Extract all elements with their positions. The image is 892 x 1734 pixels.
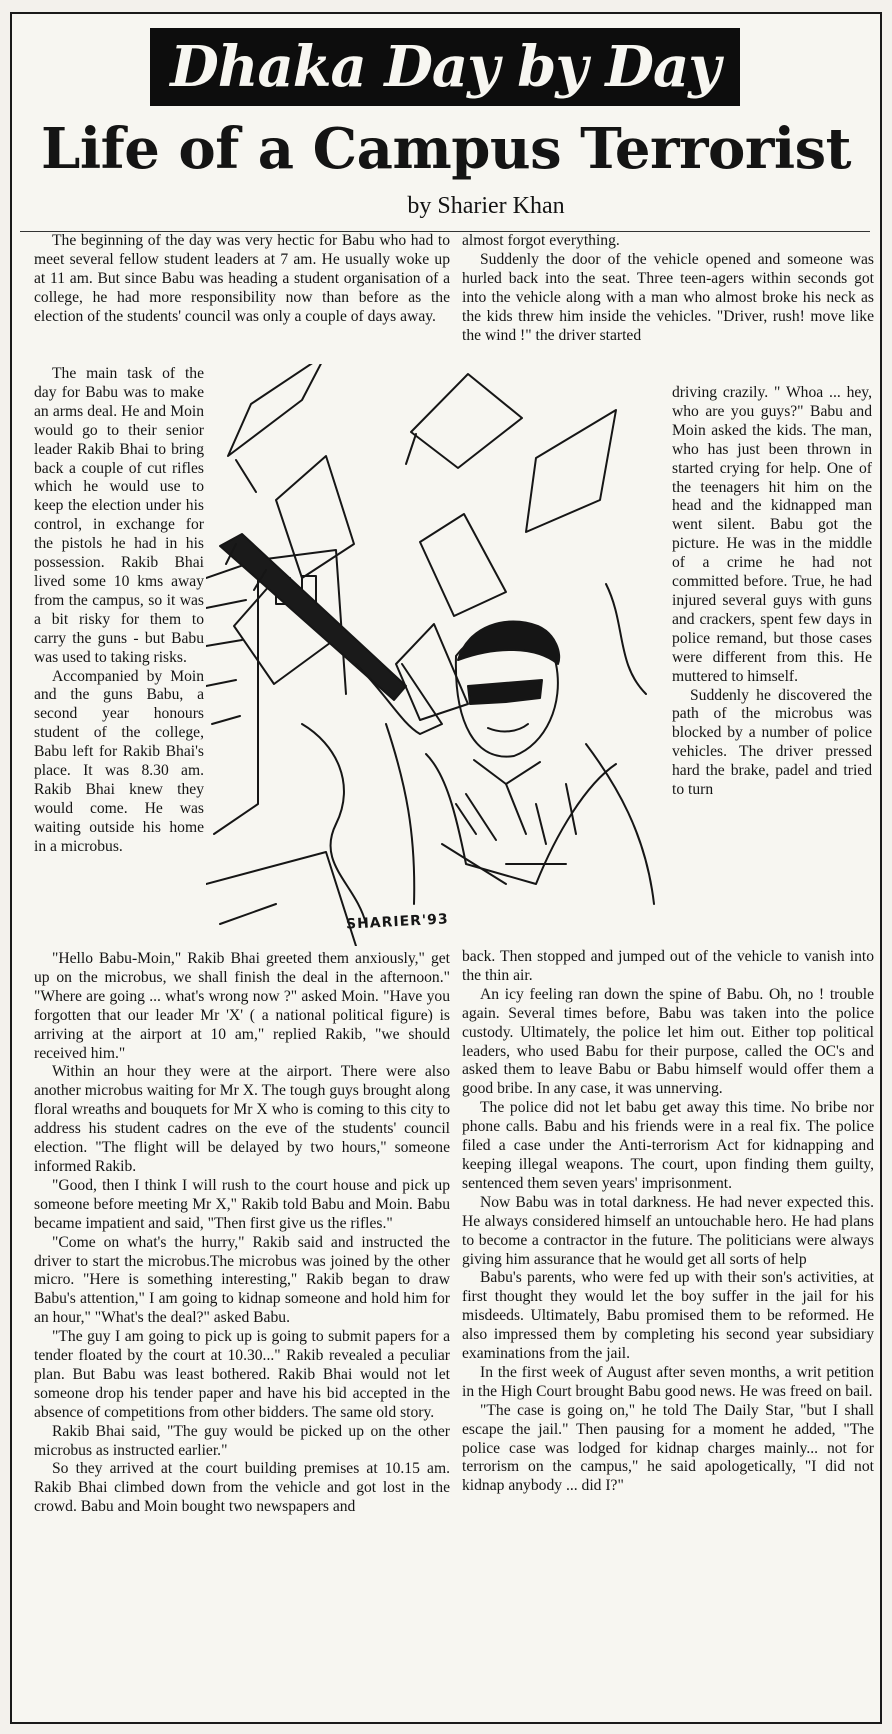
article-paragraph: "The case is going on," he told The Daily Star, "but I shall escape the jail." Then pausing for a moment he added, "The police case was lodged for kidnap charges mainly... not for terrorism on the campus," he said apologetically, "I did not kidnap anybody ... did I?" — [462, 1401, 874, 1495]
article-column-right-top — [462, 232, 874, 345]
article-paragraph: So they arrived at the court building premises at 10.15 am. Rakib Bhai climbed down from the vehicle and got lost in the crowd. Babu and Moin bought two newspapers and — [34, 1460, 450, 1516]
article-paragraph: "Good, then I think I will rush to the court house and pick up someone before meeting Mr X," Rakib told Babu and Moin. Babu became impatient and said, "Then first give us the rifles." — [34, 1176, 450, 1232]
article-paragraph: Now Babu was in total darkness. He had never expected this. He always considered himself an untouchable hero. He had plans to become a contractor in the future. The politicians were always giving him assurance that he would get all sorts of help — [462, 1193, 874, 1268]
scribble-sketch — [606, 584, 646, 694]
building-sketch — [206, 560, 258, 834]
article-paragraph: Suddenly he discovered the path of the microbus was blocked by a number of police vehicles. The driver pressed hard the brake, padel and tried to turn — [672, 686, 872, 799]
article-paragraph: "Hello Babu-Moin," Rakib Bhai greeted them anxiously," get up on the microbus, we shall finish the deal in the afternoon." "Where are going ... what's wrong now ?" asked Moin. "Have you forgotten that our leader Mr 'X' ( a national political figure) is arriving at the airport at 10 am," replied Rakib, "we should received him." — [34, 950, 450, 1062]
flying-paper — [411, 374, 522, 468]
article-column-right-wrap — [672, 384, 872, 800]
article-paragraph: Suddenly the door of the vehicle opened and someone was hurled back into the seat. Three teen-agers within seconds got into the vehicle along with a man who almost broke his neck as the kids threw him inside the vehicles. "Driver, rush! move like the wind !" the driver started — [462, 250, 874, 344]
mouth-sketch — [488, 724, 528, 731]
article-column-left-top — [34, 232, 450, 327]
illustration-signature: SHARIER'93 — [345, 911, 450, 933]
article-column-right-bottom — [462, 948, 874, 1496]
article-paragraph: "The guy I am going to pick up is going to submit papers for a tender floated by the court at 10.30..." Rakib revealed a peculiar plan. But Babu was least bothered. Rakib Bhai would not let someone drop his tender paper and have his bid accepted in the absence of competitions from other bidders. The same old story. — [34, 1328, 450, 1421]
article-paragraph: The police did not let babu get away this time. No bribe nor phone calls. Babu and his friends were in a real fix. The police filed a case under the Anti-terrorism Act for kidnapping and keeping illegal weapons. The court, upon finding them guilty, sentenced them seven years' imprisonment. — [462, 1099, 874, 1192]
article-paragraph: back. Then stopped and jumped out of the vehicle to vanish into the thin air. — [462, 948, 874, 984]
building-sketch — [220, 904, 276, 924]
article-paragraph: Within an hour they were at the airport. There were also another microbus waiting for Mr X. The tough guys brought along floral wreaths and bouquets for Mr X who is coming to this city to address his student cadres on the eve of the students' council election. "The flight will be delayed by two hours," someone informed Rakib. — [34, 1063, 450, 1175]
torso-sketch — [586, 744, 654, 904]
column-banner: Dhaka Day by Day — [150, 28, 740, 106]
article-paragraph: Rakib Bhai said, "The guy would be picked up on the other microbus as instructed earlier." — [34, 1422, 450, 1459]
collar-sketch — [474, 760, 540, 784]
article-paragraph: Babu's parents, who were fed up with their son's activities, at first thought they would let the boy suffer in the jail for his misdeeds. Ultimately, Babu promised them to be reformed. He also impressed them by completing his second year subsidiary examinations from the jail. — [462, 1269, 874, 1363]
building-sketch — [206, 852, 356, 946]
gunman-sketch-illustration — [206, 364, 670, 946]
flying-paper — [406, 434, 416, 464]
article-column-left-wrap — [34, 365, 204, 857]
header-rule — [20, 231, 870, 232]
byline: by Sharier Khan — [407, 193, 565, 219]
rifle-sketch — [220, 534, 406, 700]
sunglasses-sketch — [468, 680, 542, 704]
flying-paper — [526, 410, 616, 532]
article-paragraph: In the first week of August after seven months, a writ petition in the High Court brought Babu good news. He was freed on bail. — [462, 1363, 874, 1400]
flying-paper — [420, 514, 506, 616]
flying-paper — [228, 364, 326, 456]
article-paragraph: The main task of the day for Babu was to make an arms deal. He and Moin would go to their senior leader Rakib Bhai to bring back a couple of cut rifles which he would use to keep the election under his control, in exchange for the pistols he had in his possession. Rakib Bhai lived some 10 kms away from the campus, so it was a bit risky for them to carry the guns - but Babu was used to taking risks. — [34, 365, 204, 666]
article-paragraph: driving crazily. " Whoa ... hey, who are you guys?" Babu and Moin asked the kids. The man, who has just been thrown in started crying for help. One of the teenagers hit him on the head and the kidnapped man went silent. Babu got the picture. He was in the middle of a crime he had not committed before. True, he had injured several guys with guns and crackers, spent few days in police remand, but those cases were different from this. He muttered to himself. — [672, 384, 872, 685]
scribble-sketch — [302, 724, 366, 924]
hair-sketch — [458, 621, 559, 664]
flying-paper — [236, 460, 256, 492]
article-paragraph: An icy feeling ran down the spine of Babu. Oh, no ! trouble again. Several times before, Babu was taken into the police custody. Ultimately, the police let him out. Either top political leaders, who used Babu for their purpose, called the OC's and asked them to leave Babu or Babu himself would offer them a good bribe. In any case, it was unnerving. — [462, 985, 874, 1098]
article-paragraph: The beginning of the day was very hectic for Babu who had to meet several fellow student leaders at 7 am. He usually woke up at 11 am. But since Babu was heading a student organisation of a college, he had more responsibility now than before as the election of the students' council was only a couple of days away. — [34, 232, 450, 325]
article-paragraph: "Come on what's the hurry," Rakib said and instructed the driver to start the microbus.The microbus was joined by the other micro. "Here is something interesting," Rakib began to draw Babu's attention," I am going to kidnap someone and hold him for an hour," "What's the deal?" asked Babu. — [34, 1233, 450, 1327]
torso-sketch — [386, 724, 414, 904]
article-column-left-bottom — [34, 950, 450, 1517]
article-paragraph: Accompanied by Moin and the guns Babu, a second year honours student of the college, Babu left for Rakib Bhai's place. It was 8.30 am. Rakib Bhai knew they would come. He was waiting outside his home in a microbus. — [34, 667, 204, 855]
headline: Life of a Campus Terrorist — [41, 116, 851, 182]
torso-shading — [442, 844, 566, 884]
article-paragraph: almost forgot everything. — [462, 232, 620, 249]
flying-paper — [276, 456, 354, 578]
